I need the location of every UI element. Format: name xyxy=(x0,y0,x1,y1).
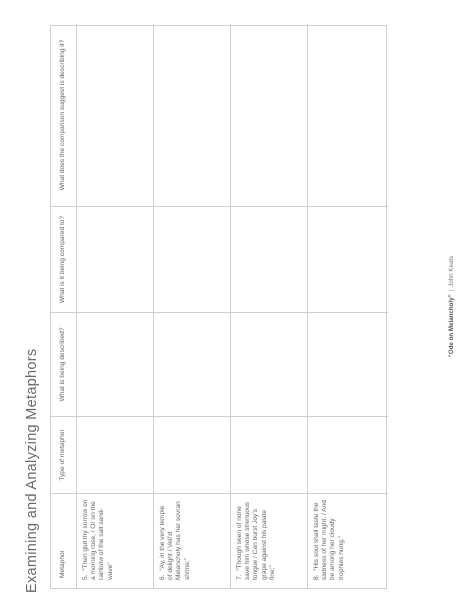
row-number: 8. xyxy=(313,574,320,580)
header-comparison-suggests: What does the comparison suggest is describing it? xyxy=(51,24,77,206)
header-metaphor: Metaphor xyxy=(51,493,77,588)
header-compared-to: What is it being compared to? xyxy=(51,206,77,312)
compared-answer-cell[interactable] xyxy=(77,206,154,312)
footer-separator: | xyxy=(448,289,455,292)
suggests-answer-cell[interactable] xyxy=(77,24,154,206)
described-answer-cell[interactable] xyxy=(154,312,231,416)
footer-author: John Keats xyxy=(448,255,455,287)
row-number: 6. xyxy=(159,574,166,580)
type-answer-cell[interactable] xyxy=(154,416,231,493)
metaphor-table xyxy=(50,25,387,589)
suggests-answer-cell[interactable] xyxy=(231,24,308,206)
metaphor-cell xyxy=(77,493,154,588)
metaphor-text: “Then glut thy sorrow on a morning rose, / Or on the rainbow of the salt sand-wave” xyxy=(82,499,114,580)
compared-answer-cell[interactable] xyxy=(154,206,231,312)
row-number: 5. xyxy=(82,574,89,580)
type-answer-cell[interactable] xyxy=(77,416,154,493)
metaphor-text: “Though seen of none save him whose strenuous tongue / Can burst Joy’s grape against his palate fine;” xyxy=(236,501,276,580)
header-what-described: What is being described? xyxy=(51,312,77,416)
page-title: Examining and Analyzing Metaphors xyxy=(24,348,40,593)
row-number: 7. xyxy=(236,574,243,580)
type-answer-cell[interactable] xyxy=(231,416,308,493)
metaphor-text: “Ay, in the very temple of delight / Veil’d Melancholy has her sovran shrine;” xyxy=(159,501,191,580)
described-answer-cell[interactable] xyxy=(231,312,308,416)
described-answer-cell[interactable] xyxy=(308,312,388,416)
header-type-of-metaphor: Type of metaphor xyxy=(51,416,77,493)
footer-work-title: “Ode on Melancholy” xyxy=(448,294,455,358)
metaphor-cell xyxy=(308,493,388,588)
suggests-answer-cell[interactable] xyxy=(308,24,388,206)
compared-answer-cell[interactable] xyxy=(231,206,308,312)
metaphor-cell xyxy=(154,493,231,588)
described-answer-cell[interactable] xyxy=(77,312,154,416)
metaphor-text: “His soul shall taste the sadness of her might, / And be among her cloudy trophies hung.” xyxy=(313,500,345,580)
type-answer-cell[interactable] xyxy=(308,416,388,493)
compared-answer-cell[interactable] xyxy=(308,206,388,312)
metaphor-cell xyxy=(231,493,308,588)
suggests-answer-cell[interactable] xyxy=(154,24,231,206)
page-footer xyxy=(448,0,455,613)
